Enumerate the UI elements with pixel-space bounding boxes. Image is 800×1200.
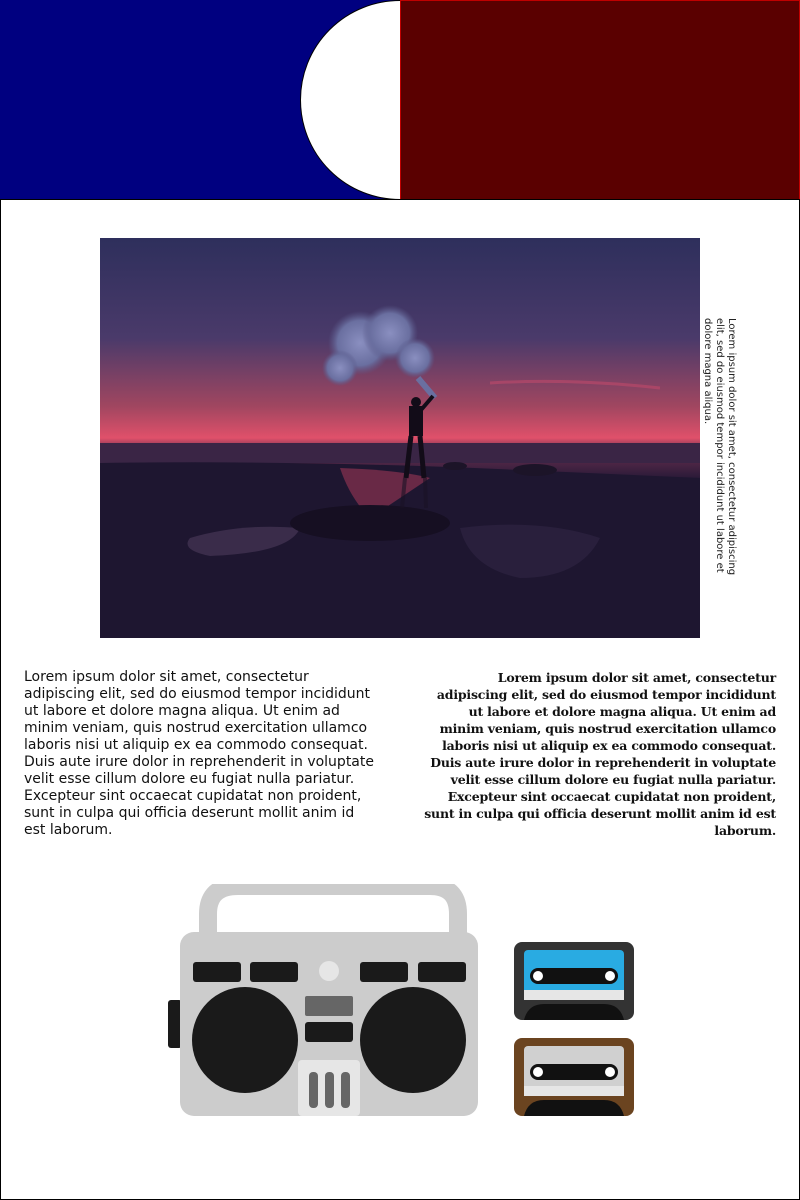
side-caption: Lorem ipsum dolor sit amet, consectetur adipiscing elit, sed do eiusmod tempor incididunt ut labore et dolore magna aliqua.	[702, 318, 737, 576]
header-right-block	[400, 0, 800, 200]
body-column-left: Lorem ipsum dolor sit amet, consectetur adipiscing elit, sed do eiusmod tempor incididunt ut labore et dolore magna aliqua. Ut enim ad minim veniam, quis nostrud exercitation ullamco laboris nisi ut aliquip ex ea commodo consequat. Duis aute irure dolor in reprehenderit in voluptate velit esse cillum dolore eu fugiat nulla pariatur. Excepteur sint occaecat cupidatat non proident, sunt in culpa qui officia deserunt mollit anim id est laborum.	[24, 669, 374, 838]
sunset-photo-icon	[100, 238, 700, 638]
cassette-icon	[514, 942, 634, 1020]
header-band	[0, 0, 800, 200]
boombox-icon	[168, 884, 480, 1120]
body-column-right: Lorem ipsum dolor sit amet, consectetur adipiscing elit, sed do eiusmod tempor incididunt ut labore et dolore magna aliqua. Ut enim ad minim veniam, quis nostrud exercitation ullamco laboris nisi ut aliquip ex ea commodo consequat. Duis aute irure dolor in reprehenderit in voluptate velit esse cillum dolore eu fugiat nulla pariatur. Excepteur sint occaecat cupidatat non proident, sunt in culpa qui officia deserunt mollit anim id est laborum.	[424, 670, 776, 838]
cassette-icon	[514, 1038, 634, 1116]
header-divider	[0, 199, 800, 200]
sunset-photo	[100, 238, 700, 638]
